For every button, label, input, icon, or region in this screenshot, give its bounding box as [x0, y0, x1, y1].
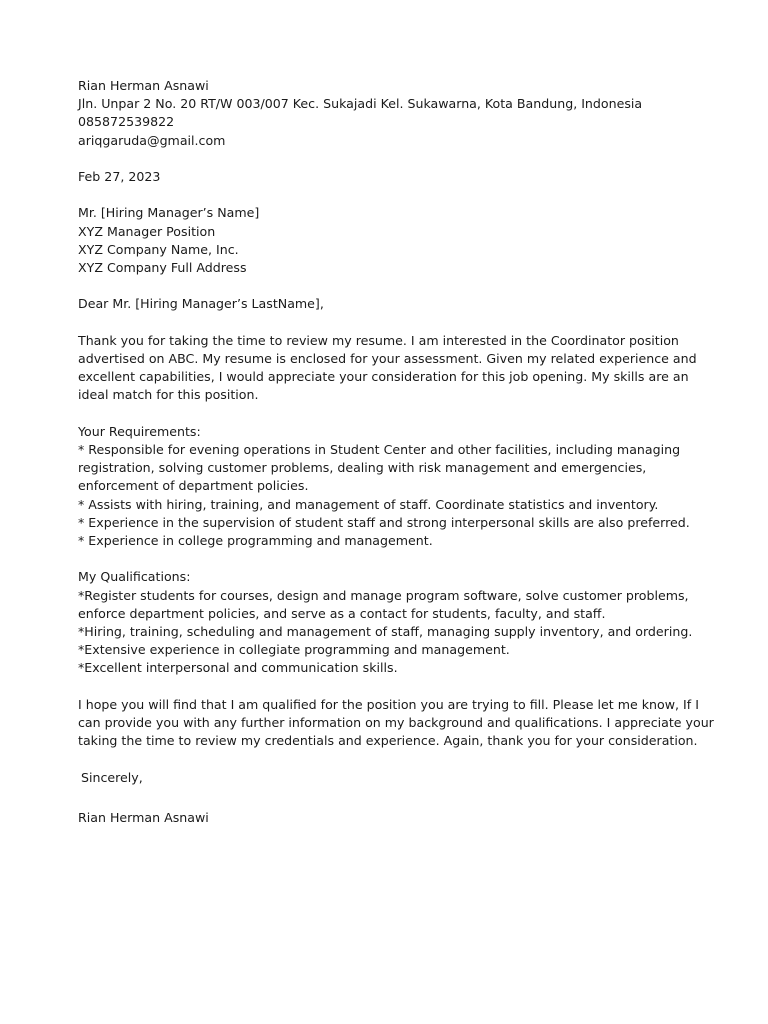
requirement-line: * Experience in college programming and management. — [78, 533, 433, 548]
requirement-line: * Responsible for evening operations in Student Center and other facilities, including managing — [78, 441, 681, 457]
signature-name: Rian Herman Asnawi — [78, 809, 209, 825]
paragraph-line: Thank you for taking the time to review my resume. I am interested in the Coordinator position — [78, 332, 679, 348]
recipient-address: XYZ Company Full Address — [78, 260, 247, 275]
requirement-line: * Assists with hiring, training, and management of staff. Coordinate statistics and inventory. — [78, 496, 659, 512]
paragraph-line: advertised on ABC. My resume is enclosed for your assessment. Given my related experience and — [78, 350, 697, 366]
recipient-name: Mr. [Hiring Manager’s Name] — [78, 205, 260, 221]
qualification-line: enforce department policies, and serve as a contact for students, faculty, and staff. — [78, 605, 606, 621]
closing-paragraph — [78, 696, 714, 751]
qualification-line: *Register students for courses, design and manage program software, solve customer problems, — [78, 587, 689, 603]
qualifications-section — [78, 568, 710, 677]
qualifications-heading: My Qualifications: — [78, 569, 191, 585]
paragraph-line: taking the time to review my credentials and experience. Again, thank you for your consideration. — [78, 733, 698, 749]
sender-address: Jln. Unpar 2 No. 20 RT/W 003/007 Kec. Sukajadi Kel. Sukawarna, Kota Bandung, Indonesia — [78, 96, 643, 112]
paragraph-line: ideal match for this position. — [78, 387, 259, 403]
recipient-company: XYZ Company Name, Inc. — [78, 241, 239, 257]
cover-letter — [78, 77, 714, 827]
recipient-block — [78, 204, 710, 277]
sender-name: Rian Herman Asnawi — [78, 78, 209, 93]
paragraph-line: excellent capabilities, I would appreciate your consideration for this job opening. My skills are an — [78, 369, 689, 385]
sender-phone: 085872539822 — [78, 114, 175, 130]
qualification-line: *Hiring, training, scheduling and management of staff, managing supply inventory, and ordering. — [78, 624, 693, 639]
salutation: Dear Mr. [Hiring Manager’s LastName], — [78, 296, 324, 312]
qualification-line: *Extensive experience in collegiate programming and management. — [78, 642, 510, 658]
requirements-section — [78, 423, 710, 550]
signoff: Sincerely, — [81, 769, 143, 785]
paragraph-line: I hope you will find that I am qualified for the position you are trying to fill. Please let me know, If I — [78, 696, 699, 712]
requirement-line: enforcement of department policies. — [78, 478, 309, 494]
sender-email: ariqgaruda@gmail.com — [78, 132, 226, 148]
paragraph-line: can provide you with any further information on my background and qualifications. I appreciate your — [78, 715, 714, 730]
intro-paragraph — [78, 332, 710, 405]
requirement-line: * Experience in the supervision of student staff and strong interpersonal skills are also preferred. — [78, 514, 690, 530]
recipient-position: XYZ Manager Position — [78, 223, 216, 239]
requirements-heading: Your Requirements: — [78, 423, 201, 439]
qualification-line: *Excellent interpersonal and communication skills. — [78, 660, 398, 676]
letter-date: Feb 27, 2023 — [78, 169, 161, 184]
sender-block — [78, 77, 710, 150]
requirement-line: registration, solving customer problems, dealing with risk management and emergencies, — [78, 460, 647, 476]
